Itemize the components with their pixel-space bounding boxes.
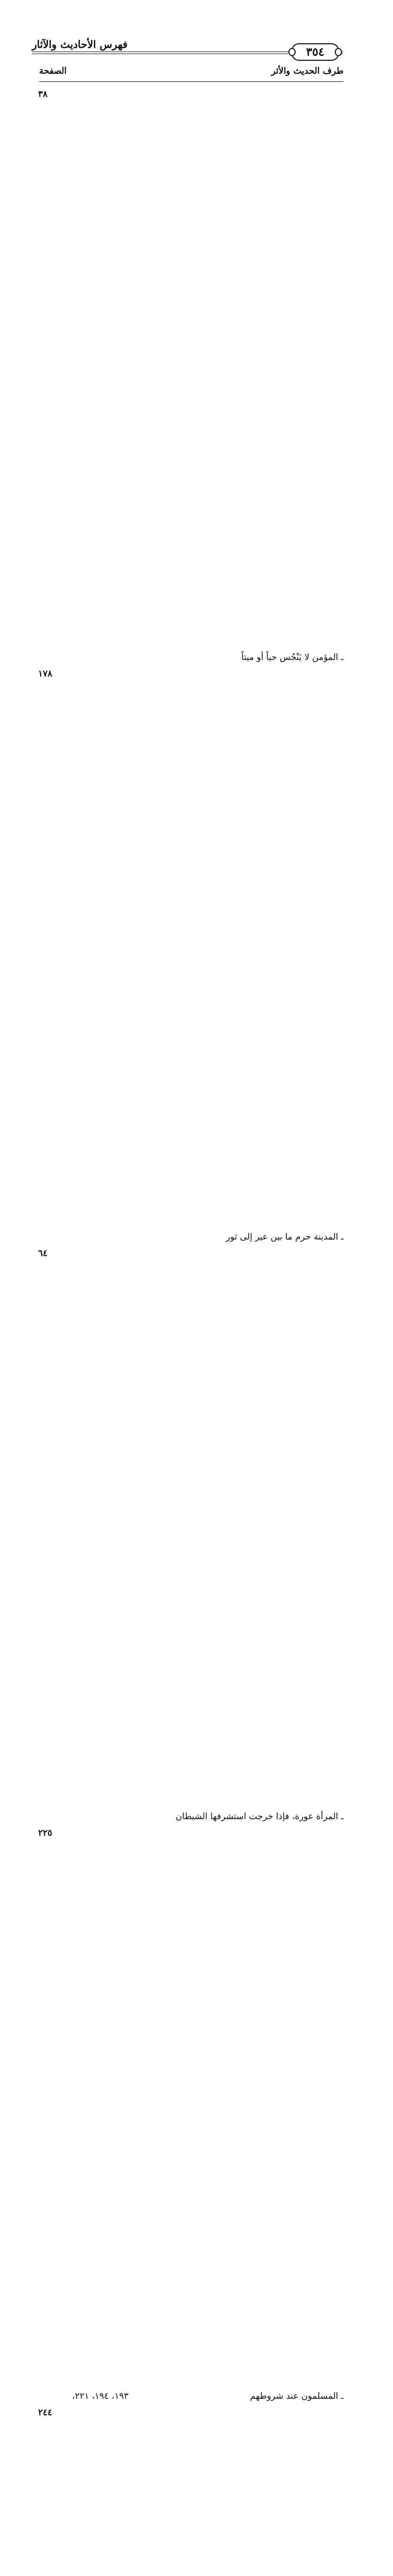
page-number-cartouche: ٣٥٤ <box>292 43 339 61</box>
entry-text-line: ـ المرأة عورة، فإذا خرجت استشرفها الشيطان <box>176 1811 344 1822</box>
entry-page-number: ٢٤٤ <box>38 2408 53 2418</box>
entry-page-number: ٦٤ <box>38 1248 48 1259</box>
index-entry <box>38 666 344 1246</box>
entry-text-line: ـ المؤمن لا يَنْجُس حياً أو ميتاً <box>241 652 344 663</box>
index-entry <box>38 1246 344 1825</box>
entry-text <box>132 2388 344 2405</box>
entry-text-line: ـ المدينة حرم ما بين عير إلى ثور <box>226 1232 344 1243</box>
column-head-page: الصفحة <box>39 66 67 76</box>
index-entry <box>38 2405 344 2576</box>
hadith-index-list <box>38 87 344 2576</box>
column-head-rule <box>39 81 344 82</box>
entry-page-number: ٣٨ <box>38 89 48 99</box>
index-entry <box>38 87 344 666</box>
entry-page-number: ٢٢٥ <box>38 1828 53 1838</box>
column-head-hadith: طرف الحديث والأثر <box>271 66 344 76</box>
entry-text <box>67 1809 344 1825</box>
entry-extra-pages: ١٩٣، ١٩٤، ٢٢١، <box>72 2391 129 2402</box>
entry-text <box>67 1229 344 1246</box>
entry-page-number: ١٧٨ <box>38 669 53 679</box>
entry-text-line: ـ المسلمون عند شروطهم <box>250 2391 344 2402</box>
index-entry <box>38 1825 344 2405</box>
running-header-title: فهرس الأحاديث والآثار <box>32 38 128 50</box>
entry-text <box>67 650 344 666</box>
